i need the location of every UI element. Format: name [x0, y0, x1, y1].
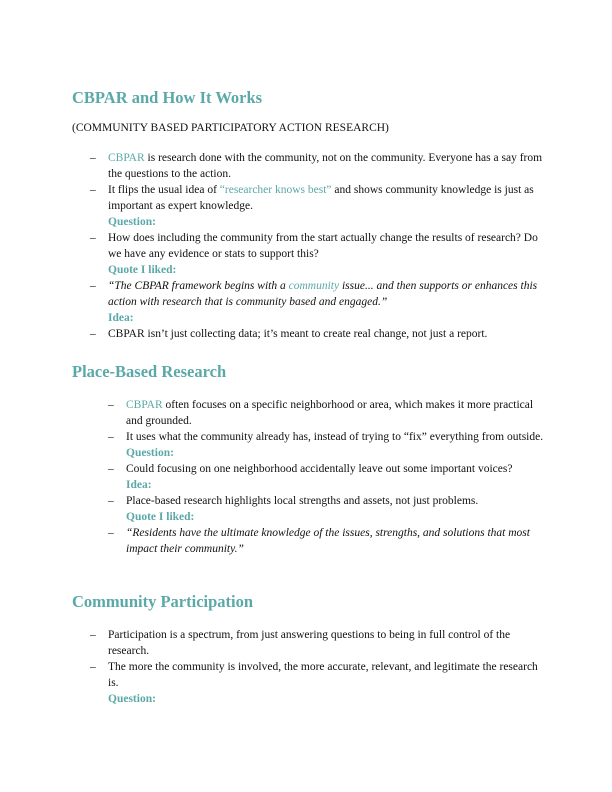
list-item: [108, 461, 546, 493]
list-item: [90, 230, 548, 278]
item-text: How does including the community from the start actually change the results of research? Do we have any evidence or stats to support this?: [108, 232, 538, 260]
dash-bullet: –: [108, 431, 114, 443]
list-item: [108, 429, 546, 461]
item-text: The more the community is involved, the more accurate, relevant, and legitimate the research is.: [108, 661, 538, 689]
dash-bullet: –: [108, 495, 114, 507]
list-item: [90, 326, 548, 342]
item-text: It flips the usual idea of “researcher knows best” and shows community knowledge is just as important as expert knowledge.: [108, 184, 534, 212]
note-label: Idea:: [108, 312, 134, 324]
note-label: Idea:: [126, 479, 152, 491]
list-item: [90, 182, 548, 230]
dash-bullet: –: [90, 328, 96, 340]
list-item: [90, 659, 548, 707]
item-text: CBPAR often focuses on a specific neighborhood or area, which makes it more practical and grounded.: [126, 399, 534, 427]
item-text: CBPAR isn’t just collecting data; it’s meant to create real change, not just a report.: [108, 328, 488, 340]
list-item: [90, 278, 548, 326]
list-item: [108, 493, 546, 525]
note-label: Question:: [126, 447, 174, 459]
highlighted-text: CBPAR: [126, 399, 163, 411]
item-text: It uses what the community already has, instead of trying to “fix” everything from outside.: [126, 431, 544, 443]
note-label: Quote I liked:: [126, 511, 195, 523]
item-text: “Residents have the ultimate knowledge of the issues, strengths, and solutions that most impact their community.”: [126, 527, 530, 555]
highlighted-text: community: [288, 280, 340, 292]
note-label: Question:: [108, 216, 156, 228]
item-text: Place-based research highlights local strengths and assets, not just problems.: [126, 495, 479, 507]
section-heading-place-based: Place-Based Research: [72, 362, 227, 381]
place-based-list: [108, 397, 546, 557]
item-text: Could focusing on one neighborhood accidentally leave out some important voices?: [126, 463, 513, 475]
item-text: Participation is a spectrum, from just answering questions to being in full control of the research.: [108, 629, 511, 657]
cbpar-list: [90, 150, 548, 342]
dash-bullet: –: [90, 629, 96, 641]
dash-bullet: –: [108, 399, 114, 411]
participation-list: [90, 627, 548, 707]
dash-bullet: –: [90, 152, 96, 164]
dash-bullet: –: [90, 280, 96, 292]
list-item: [90, 627, 548, 659]
section-heading-participation: Community Participation: [72, 592, 254, 611]
section-heading-cbpar: CBPAR and How It Works: [72, 88, 263, 107]
note-label: Quote I liked:: [108, 264, 177, 276]
section-subtitle: (COMMUNITY BASED PARTICIPATORY ACTION RESEARCH): [72, 122, 389, 134]
item-text: “The CBPAR framework begins with a community issue... and then supports or enhances this action with research that is community based and engaged.”: [108, 280, 538, 308]
dash-bullet: –: [90, 184, 96, 196]
list-item: [108, 525, 546, 557]
highlighted-text: “researcher knows best”: [219, 184, 332, 196]
dash-bullet: –: [108, 463, 114, 475]
item-text: CBPAR is research done with the community, not on the community. Everyone has a say from the questions to the action.: [108, 152, 543, 180]
highlighted-text: CBPAR: [108, 152, 145, 164]
dash-bullet: –: [90, 661, 96, 673]
dash-bullet: –: [108, 527, 114, 539]
note-label: Question:: [108, 693, 156, 705]
list-item: [108, 397, 546, 429]
list-item: [90, 150, 548, 182]
dash-bullet: –: [90, 232, 96, 244]
